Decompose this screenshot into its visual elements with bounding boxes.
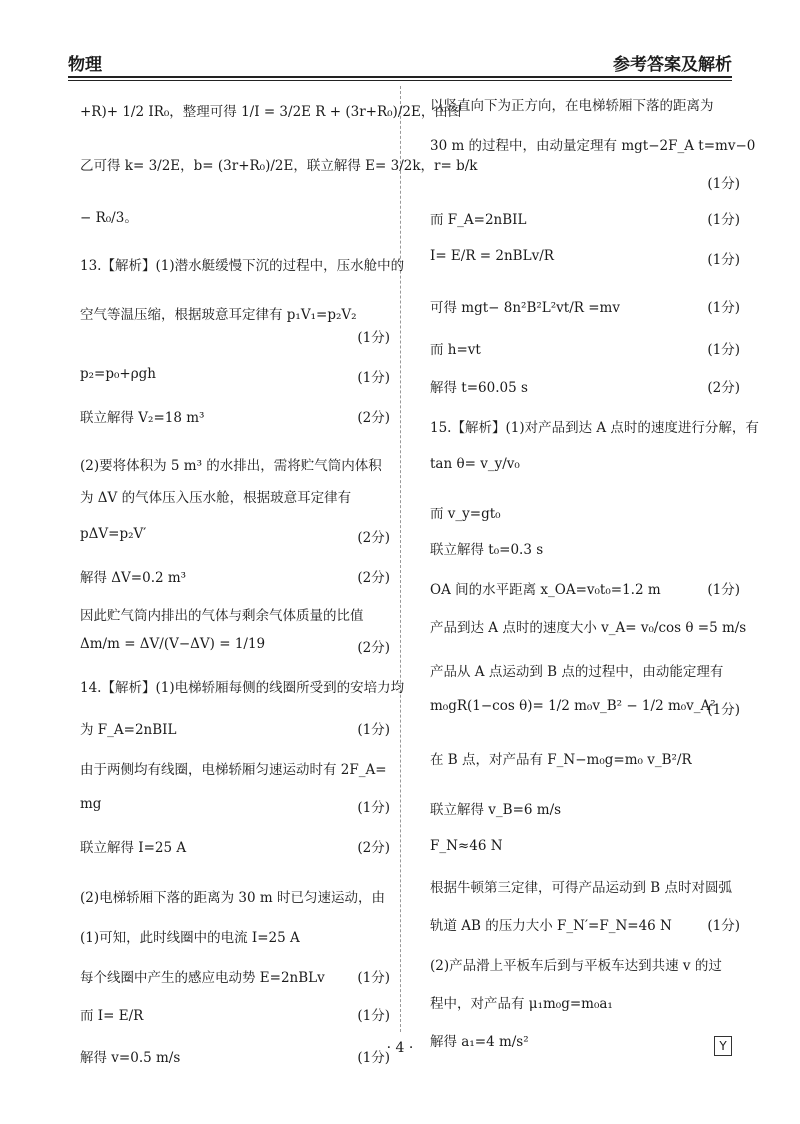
solution-line (80, 966, 390, 986)
solution-text: 因此贮气筒内排出的气体与剩余气体质量的比值 (80, 608, 364, 624)
solution-text: 为 F_A=2nBIL (80, 722, 177, 738)
solution-line (430, 456, 740, 472)
solution-text: 每个线圈中产生的感应电动势 E=2nBLv (80, 970, 325, 986)
solution-text: 在 B 点，对产品有 F_N−m₀g=m₀ v_B²/R (430, 752, 692, 768)
score-label: (1分) (357, 330, 390, 346)
score-label: (1分) (357, 970, 390, 986)
solution-text: − R₀/3。 (80, 210, 138, 226)
solution-text: OA 间的水平距离 x_OA=v₀t₀=1.2 m (430, 582, 661, 598)
solution-line (430, 698, 740, 718)
solution-text: 解得 ΔV=0.2 m³ (80, 570, 187, 586)
solution-text: tan θ= v_y/v₀ (430, 456, 520, 472)
score-label: (2分) (707, 380, 740, 396)
solution-text: 产品从 A 点运动到 B 点的过程中，由动能定理有 (430, 664, 724, 680)
solution-text: 联立解得 t₀=0.3 s (430, 542, 544, 558)
solution-line (80, 100, 462, 120)
solution-text: 解得 v=0.5 m/s (80, 1050, 181, 1066)
solution-line (80, 566, 390, 586)
solution-text: 而 F_A=2nBIL (430, 212, 527, 228)
solution-text: m₀gR(1−cos θ)= 1/2 m₀v_B² − 1/2 m₀v_A² (430, 698, 716, 714)
solution-text: 程中，对产品有 μ₁m₀g=m₀a₁ (430, 996, 613, 1012)
solution-line (80, 303, 390, 323)
solution-text: 可得 mgt− 8n²B²L²vt/R =mv (430, 300, 620, 316)
solution-line (80, 254, 405, 274)
solution-text: 联立解得 V₂=18 m³ (80, 410, 205, 426)
solution-text: (1)可知，此时线圈中的电流 I=25 A (80, 930, 300, 946)
solution-line (80, 718, 390, 738)
solution-text: 而 I= E/R (80, 1008, 144, 1024)
score-label: (2分) (357, 570, 390, 586)
solution-line (430, 338, 740, 358)
solution-text: 解得 t=60.05 s (430, 380, 528, 396)
solution-line (80, 604, 390, 624)
subject-label: 物理 (68, 55, 102, 75)
solution-line (80, 526, 390, 546)
version-mark: Y (714, 1036, 732, 1056)
score-label: (1分) (707, 252, 740, 268)
solution-line (430, 578, 740, 598)
score-label: (1分) (357, 800, 390, 816)
solution-text: (2)要将体积为 5 m³ 的水排出，需将贮气筒内体积 (80, 458, 382, 474)
solution-text: 由于两侧均有线圈，电梯轿厢匀速运动时有 2F_A= (80, 762, 387, 778)
solution-line (430, 416, 759, 436)
solution-line (80, 366, 390, 386)
score-label: (1分) (357, 1050, 390, 1066)
score-label: (1分) (707, 300, 740, 316)
score-label: (2分) (357, 840, 390, 856)
solution-text: F_N≈46 N (430, 838, 503, 854)
solution-text: 为 ΔV 的气体压入压水舱，根据玻意耳定律有 (80, 490, 352, 506)
score-label: (1分) (707, 176, 740, 192)
solution-line (430, 94, 740, 114)
solution-text: (2)电梯轿厢下落的距离为 30 m 时已匀速运动，由 (80, 890, 385, 906)
solution-line (80, 1004, 390, 1024)
solution-line (430, 992, 740, 1012)
column-divider (400, 86, 401, 1032)
solution-line (80, 154, 478, 174)
solution-line (430, 296, 740, 316)
score-label: (1分) (707, 702, 740, 718)
solution-line (430, 248, 740, 268)
solution-line (430, 502, 740, 522)
solution-text: 轨道 AB 的压力大小 F_N′=F_N=46 N (430, 918, 672, 934)
solution-line (430, 748, 740, 768)
solution-text: 联立解得 I=25 A (80, 840, 187, 856)
header-rule-thin (68, 80, 732, 81)
solution-text: 30 m 的过程中，由动量定理有 mgt−2F_A t=mv−0 (430, 138, 756, 154)
solution-text: (2)产品滑上平板车后到与平板车达到共速 v 的过 (430, 958, 722, 974)
solution-text: 根据牛顿第三定律，可得产品运动到 B 点时对圆弧 (430, 880, 733, 896)
header-rule (68, 76, 732, 78)
solution-line (80, 836, 390, 856)
solution-line (80, 758, 390, 778)
solution-line (430, 616, 747, 636)
solution-line (80, 486, 390, 506)
score-label: (1分) (357, 1008, 390, 1024)
score-label: (1分) (357, 370, 390, 386)
solution-line (430, 376, 740, 396)
solution-line (430, 134, 756, 154)
solution-text: 联立解得 v_B=6 m/s (430, 802, 562, 818)
solution-text: mg (80, 796, 102, 812)
solution-line (80, 636, 390, 656)
solution-text: 14.【解析】(1)电梯轿厢每侧的线圈所受到的安培力均 (80, 680, 405, 696)
page-header (68, 50, 732, 74)
solution-line (80, 406, 390, 426)
score-label: (2分) (357, 530, 390, 546)
score-label: (1分) (707, 582, 740, 598)
solution-line (430, 660, 740, 680)
solution-text: 15.【解析】(1)对产品到达 A 点时的速度进行分解，有 (430, 420, 759, 436)
solution-line (430, 798, 740, 818)
solution-text: 乙可得 k= 3/2E，b= (3r+R₀)/2E，联立解得 E= 3/2k，r= b/k (80, 158, 478, 174)
solution-text: p₂=p₀+ρgh (80, 366, 157, 382)
score-label: (1分) (707, 212, 740, 228)
solution-line (80, 886, 390, 906)
solution-line (80, 206, 390, 226)
solution-text: 空气等温压缩，根据玻意耳定律有 p₁V₁=p₂V₂ (80, 307, 357, 323)
page-number: · 4 · (386, 1040, 414, 1056)
score-label: (2分) (357, 410, 390, 426)
solution-text: 产品到达 A 点时的速度大小 v_A= v₀/cos θ =5 m/s (430, 620, 747, 636)
solution-text: 解得 a₁=4 m/s² (430, 1034, 529, 1050)
solution-text: pΔV=p₂V′ (80, 526, 147, 542)
solution-line (430, 954, 740, 974)
solution-line (430, 914, 740, 934)
solution-line (80, 796, 390, 816)
solution-text: 13.【解析】(1)潜水艇缓慢下沉的过程中，压水舱中的 (80, 258, 405, 274)
solution-text: +R)+ 1/2 IR₀，整理可得 1/I = 3/2E R + (3r+R₀)/2E，由图 (80, 104, 462, 120)
solution-line (430, 838, 740, 854)
header-title: 参考答案及解析 (613, 55, 732, 75)
solution-line (80, 926, 390, 946)
solution-line (430, 876, 740, 896)
solution-text: Δm/m = ΔV/(V−ΔV) = 1/19 (80, 636, 266, 652)
score-label: (2分) (357, 640, 390, 656)
solution-text: 而 h=vt (430, 342, 481, 358)
solution-text: 而 v_y=gt₀ (430, 506, 501, 522)
solution-line (430, 538, 740, 558)
solution-text: 以竖直向下为正方向，在电梯轿厢下落的距离为 (430, 98, 714, 114)
score-label: (1分) (357, 722, 390, 738)
score-label: (1分) (707, 918, 740, 934)
solution-line (80, 454, 390, 474)
solution-text: I= E/R = 2nBLv/R (430, 248, 554, 264)
solution-line (80, 676, 405, 696)
solution-line (430, 208, 740, 228)
score-label: (1分) (707, 342, 740, 358)
